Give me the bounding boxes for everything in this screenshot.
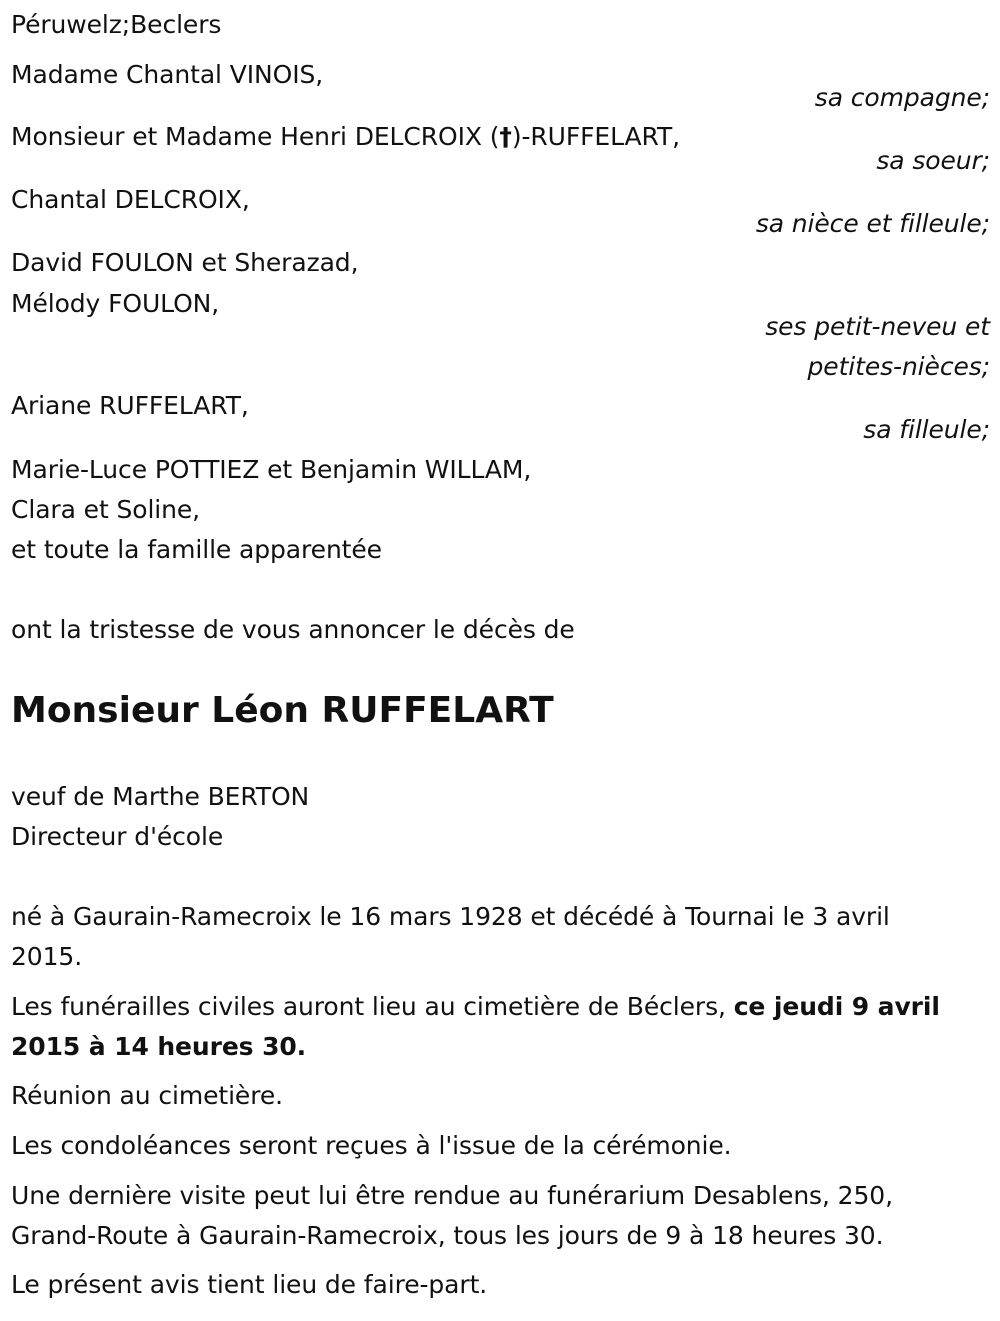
widower-line: veuf de Marthe BERTON [11,782,310,811]
family-member-chantal-delcroix: Chantal DELCROIX, [11,185,250,214]
relation-soeur: sa soeur; [876,146,990,175]
family-member-henri-delcroix [11,117,680,157]
birth-death-line-2: 2015. [11,942,83,971]
henri-suffix: )-RUFFELART, [511,122,680,151]
deceased-name: Monsieur Léon RUFFELART [11,690,554,731]
visit-line-1: Une dernière visite peut lui être rendue au funérarium Desablens, 250, [11,1181,893,1210]
family-member-david-foulon: David FOULON et Sherazad, [11,248,359,277]
family-member-clara: Clara et Soline, [11,495,201,524]
funeral-line-1 [11,987,940,1027]
relation-petites-nieces: petites-nièces; [807,352,990,381]
henri-prefix: Monsieur et Madame Henri DELCROIX ( [11,122,500,151]
birth-death-line-1: né à Gaurain-Ramecroix le 16 mars 1928 et décédé à Tournai le 3 avril [11,902,890,931]
family-member-ariane: Ariane RUFFELART, [11,391,249,420]
family-member-chantal-vinois: Madame Chantal VINOIS, [11,60,324,89]
relation-petit-neveu: ses petit-neveu et [765,312,990,341]
funeral-date-part1: ce jeudi 9 avril [733,992,940,1021]
funeral-text: Les funérailles civiles auront lieu au cimetière de Béclers, [11,992,734,1021]
visit-line-2: Grand-Route à Gaurain-Ramecroix, tous les jours de 9 à 18 heures 30. [11,1221,884,1250]
family-rest: et toute la famille apparentée [11,535,382,564]
announcement: ont la tristesse de vous annoncer le décès de [11,615,575,644]
notice-line: Le présent avis tient lieu de faire-part. [11,1270,488,1299]
reunion-line: Réunion au cimetière. [11,1081,283,1110]
cross-icon: † [499,122,512,151]
relation-niece: sa nièce et filleule; [755,209,990,238]
profession-line: Directeur d'école [11,822,224,851]
family-member-pottiez: Marie-Luce POTTIEZ et Benjamin WILLAM, [11,455,532,484]
relation-compagne: sa compagne; [814,83,990,112]
condolences-line: Les condoléances seront reçues à l'issue de la cérémonie. [11,1131,732,1160]
location: Péruwelz;Beclers [11,10,222,39]
family-member-melody-foulon: Mélody FOULON, [11,289,220,318]
funeral-date-part2: 2015 à 14 heures 30. [11,1032,307,1061]
relation-filleule: sa filleule; [863,415,990,444]
